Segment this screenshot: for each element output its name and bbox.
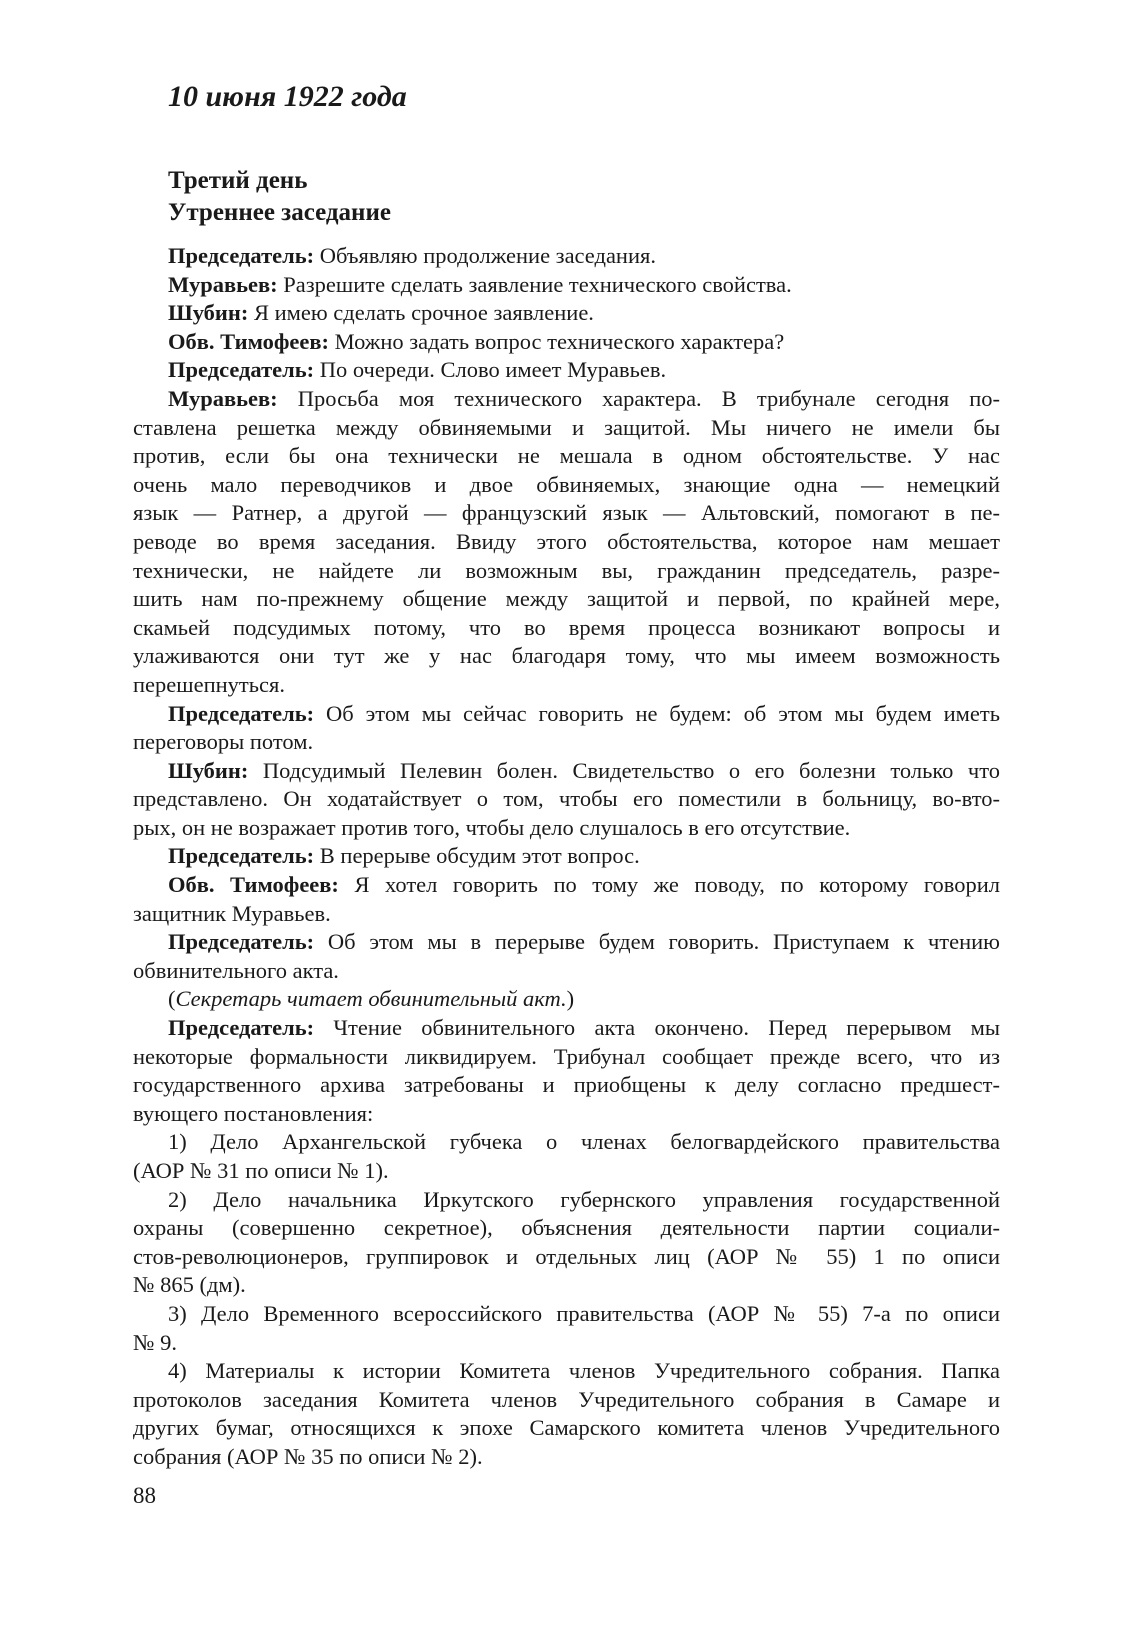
text-line [133,900,1000,929]
line-text: других бумаг, относящихся к эпохе Самарского комитета членов Учредительного [133,1415,1000,1441]
speaker-name: Председатель: [168,843,315,869]
text-line [133,328,1000,357]
line-text: обвинительного акта. [133,957,339,983]
line-text: № 865 (дм). [133,1272,246,1298]
line-text: Об этом мы сейчас говорить не будем: об этом мы будем иметь [314,700,1000,726]
text-line [133,785,1000,814]
text-line [133,385,1000,414]
text-line [133,1243,1000,1272]
line-text: ставлена решетка между обвиняемыми и защитой. Мы ничего не имели бы [133,414,1000,440]
line-text: улаживаются они тут же у нас благодаря тому, что мы имеем возможность [133,643,1000,669]
text-line [133,1443,1000,1472]
line-text: вующего постановления: [133,1100,374,1126]
line-text: реводе во время заседания. Ввиду этого обстоятельства, которое нам мешает [133,528,1000,554]
line-text: Разрешите сделать заявление технического свойства. [277,271,792,297]
line-text: Я имею сделать срочное заявление. [248,300,594,326]
text-line [133,1157,1000,1186]
line-text: 4) Материалы к истории Комитета членов Учредительного собрания. Папка [168,1358,1000,1384]
speaker-name: Обв. Тимофеев: [168,328,330,354]
line-text: ( [168,986,176,1012]
text-line [133,471,1000,500]
line-text: перешепнуться. [133,671,285,697]
line-text: По очереди. Слово имеет Муравьев. [314,357,667,383]
line-text: язык — Ратнер, а другой — французский язык — Альтовский, помогают в пе- [133,500,1000,526]
text-line [133,1043,1000,1072]
speaker-name: Муравьев: [168,385,278,411]
text-line [133,1300,1000,1329]
text-line [133,414,1000,443]
text-line [133,1386,1000,1415]
line-text: Я хотел говорить по тому же поводу, по которому говорил [338,872,1000,898]
paragraph [133,385,1000,700]
speaker-name: Обв. Тимофеев: [168,872,339,898]
paragraph [133,1300,1000,1357]
line-text: против, если бы она технически не мешала в одном обстоятельстве. У нас [133,443,1000,469]
text-line [133,242,1000,271]
stage-direction: Секретарь читает обвинительный акт. [175,986,567,1012]
text-line [133,1414,1000,1443]
line-text: защитник Муравьев. [133,900,331,926]
line-text: Об этом мы в перерыве будем говорить. Приступаем к чтению [314,929,1000,955]
line-text: В перерыве обсудим этот вопрос. [314,843,640,869]
text-line [133,528,1000,557]
line-text: шить нам по-прежнему общение между защитой и первой, по крайней мере, [133,586,1000,612]
line-text: протоколов заседания Комитета членов Учредительного собрания в Самаре и [133,1386,1000,1412]
paragraph [133,356,1000,385]
text-line [133,1357,1000,1386]
text-line [133,928,1000,957]
text-line [133,700,1000,729]
heading-day: Третий день [168,167,308,194]
line-text: переговоры потом. [133,729,314,755]
text-line [133,557,1000,586]
speaker-name: Шубин: [168,300,249,326]
text-line [133,757,1000,786]
line-text: № 9. [133,1329,177,1355]
closing-paren: ) [566,986,575,1012]
paragraph [133,842,1000,871]
line-text: стов-революционеров, группировок и отдельных лиц (АОР № 55) 1 по описи [133,1243,1000,1269]
paragraph [133,1186,1000,1300]
text-line [133,1271,1000,1300]
text-line [133,299,1000,328]
text-line [133,1014,1000,1043]
line-text: 3) Дело Временного всероссийского правительства (АОР № 55) 7-а по описи [168,1300,1000,1326]
text-line [133,1186,1000,1215]
speaker-name: Муравьев: [168,271,278,297]
line-text: Просьба моя технического характера. В трибунале сегодня по- [277,385,1000,411]
text-line [133,1071,1000,1100]
speaker-name: Шубин: [168,757,249,783]
line-text: Подсудимый Пелевин болен. Свидетельство о его болезни только что [248,757,1000,783]
paragraph [133,242,1000,271]
line-text: некоторые формальности ликвидируем. Трибунал сообщает прежде всего, что из [133,1043,1000,1069]
speaker-name: Председатель: [168,243,315,268]
text-line [133,1100,1000,1129]
text-line [133,1128,1000,1157]
text-line [133,728,1000,757]
line-text: скамьей подсудимых потому, что во время процесса возникают вопросы и [133,614,1000,640]
paragraph [133,328,1000,357]
heading-session: Утреннее заседание [168,199,391,226]
paragraph [133,928,1000,985]
text-line [133,585,1000,614]
line-text: Можно задать вопрос технического характера? [329,328,785,354]
line-text: собрания (АОР № 35 по описи № 2). [133,1443,483,1469]
line-text: 2) Дело начальника Иркутского губернского управления государственной [168,1186,1000,1212]
paragraph [133,757,1000,843]
paragraph [133,985,1000,1014]
paragraph [133,271,1000,300]
text-line [133,1214,1000,1243]
transcript-body [133,242,1000,1472]
line-text: государственного архива затребованы и приобщены к делу согласно предшест- [133,1072,1000,1098]
line-text: очень мало переводчиков и двое обвиняемых, знающие одна — немецкий [133,471,1000,497]
section-headings [168,165,391,229]
text-line [133,671,1000,700]
text-line [133,985,1000,1014]
speaker-name: Председатель: [168,929,315,955]
text-line [133,356,1000,385]
line-text: (АОР № 31 по описи № 1). [133,1158,389,1183]
text-line [133,871,1000,900]
paragraph [133,299,1000,328]
line-text: Объявляю продолжение заседания. [314,243,656,268]
text-line [133,442,1000,471]
line-text: представлено. Он ходатайствует о том, чтобы его поместили в больницу, во-вто- [133,786,1000,812]
paragraph [133,1128,1000,1185]
text-line [133,1329,1000,1358]
page-number: 88 [133,1483,156,1508]
paragraph [133,700,1000,757]
paragraph [133,1014,1000,1128]
text-line [133,842,1000,871]
section-date: 10 июня 1922 года [168,80,407,113]
paragraph [133,1357,1000,1471]
line-text: Чтение обвинительного акта окончено. Перед перерывом мы [314,1015,1000,1041]
text-line [133,499,1000,528]
line-text: рых, он не возражает против того, чтобы дело слушалось в его отсутствие. [133,814,851,840]
line-text: 1) Дело Архангельской губчека о членах белогвардейского правительства [168,1129,1000,1155]
text-line [133,271,1000,300]
paragraph [133,871,1000,928]
speaker-name: Председатель: [168,357,315,383]
speaker-name: Председатель: [168,1015,315,1041]
speaker-name: Председатель: [168,700,315,726]
line-text: охраны (совершенно секретное), объяснения деятельности партии социали- [133,1215,1000,1241]
line-text: технически, не найдете ли возможным вы, гражданин председатель, разре- [133,557,1000,583]
text-line [133,957,1000,986]
text-line [133,814,1000,843]
text-line [133,614,1000,643]
text-line [133,642,1000,671]
